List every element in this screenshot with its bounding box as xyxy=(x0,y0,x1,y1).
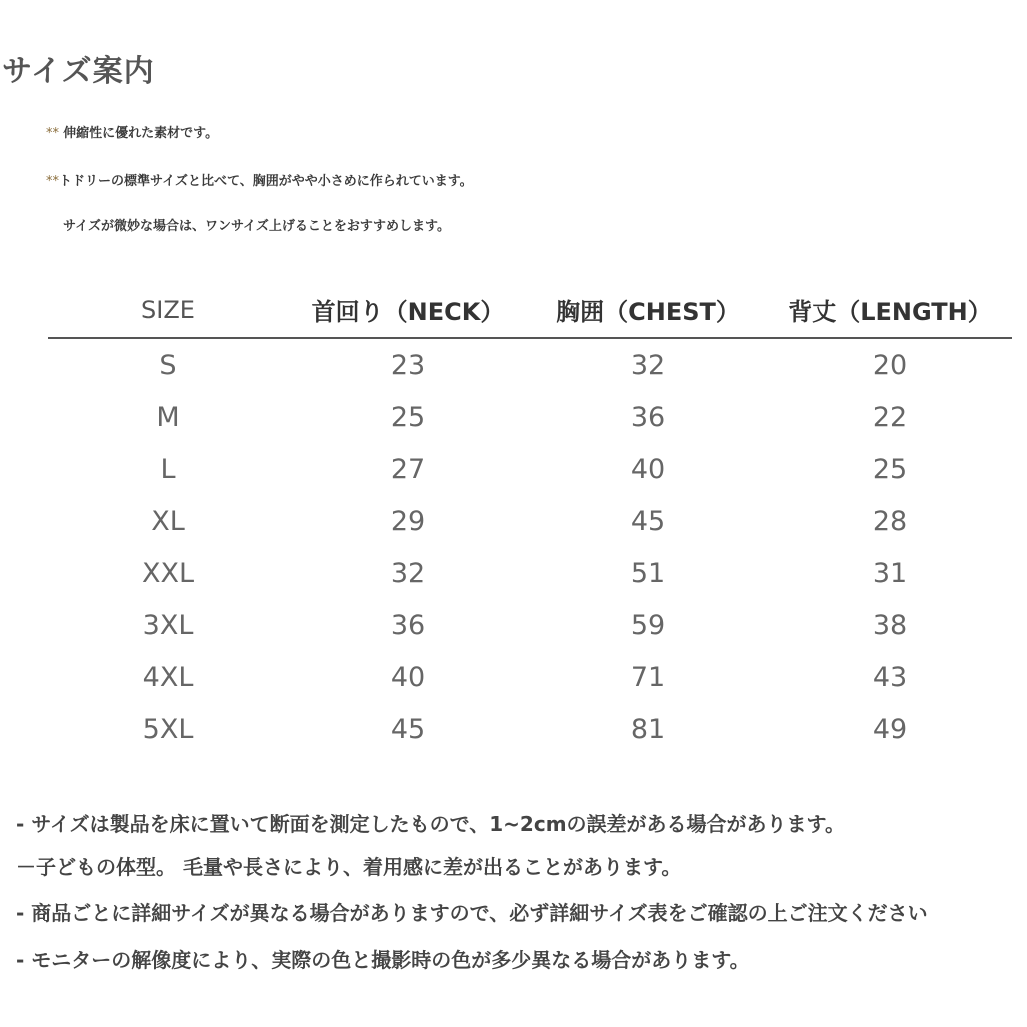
header-length: 背丈（LENGTH） xyxy=(788,298,992,326)
cell-size: S xyxy=(159,349,177,381)
cell-chest: 59 xyxy=(630,609,666,641)
cell-size: 3XL xyxy=(142,609,194,641)
table-row xyxy=(48,599,1012,651)
cell-chest: 81 xyxy=(630,713,666,745)
note-asterisk: ** xyxy=(46,126,64,141)
table-row xyxy=(48,703,1012,755)
cell-size: 4XL xyxy=(142,661,194,693)
note-stretch xyxy=(46,122,218,141)
cell-neck: 23 xyxy=(390,349,426,381)
table-row xyxy=(48,443,1012,495)
table-row xyxy=(48,391,1012,443)
cell-neck: 32 xyxy=(390,557,426,589)
cell-length: 22 xyxy=(872,401,908,433)
cell-neck: 40 xyxy=(390,661,426,693)
cell-size: 5XL xyxy=(142,713,194,745)
cell-chest: 36 xyxy=(630,401,666,433)
cell-length: 25 xyxy=(872,453,908,485)
table-header-row xyxy=(48,282,1012,339)
cell-length: 20 xyxy=(872,349,908,381)
cell-size: L xyxy=(160,453,176,485)
header-neck: 首回り（NECK） xyxy=(311,298,505,326)
cell-chest: 45 xyxy=(630,505,666,537)
size-table xyxy=(48,282,1012,755)
cell-neck: 29 xyxy=(390,505,426,537)
cell-neck: 27 xyxy=(390,453,426,485)
header-chest: 胸囲（CHEST） xyxy=(556,298,740,326)
cell-length: 38 xyxy=(872,609,908,641)
cell-chest: 71 xyxy=(630,661,666,693)
cell-neck: 36 xyxy=(390,609,426,641)
cell-size: XXL xyxy=(141,557,195,589)
note-chest-fit xyxy=(46,170,473,189)
note-asterisk: ** xyxy=(46,174,59,189)
note-size-up xyxy=(63,215,450,234)
cell-neck: 45 xyxy=(390,713,426,745)
cell-chest: 51 xyxy=(630,557,666,589)
header-size: SIZE xyxy=(141,295,195,324)
table-row xyxy=(48,547,1012,599)
footnote-size-chart: - 商品ごとに詳細サイズが異なる場合がありますので、必ず詳細サイズ表をご確認の上ご注文ください xyxy=(16,901,928,925)
note-text: 伸縮性に優れた素材です。 xyxy=(63,126,219,141)
table-row xyxy=(48,495,1012,547)
note-text: サイズが微妙な場合は、ワンサイズ上げることをおすすめします。 xyxy=(63,219,451,234)
footnote-body-type: －子どもの体型。 毛量や長さにより、着用感に差が出ることがあります。 xyxy=(16,855,682,879)
cell-size: M xyxy=(156,401,180,433)
cell-length: 28 xyxy=(872,505,908,537)
table-row xyxy=(48,339,1012,391)
cell-size: XL xyxy=(151,505,185,537)
cell-length: 49 xyxy=(872,713,908,745)
table-row xyxy=(48,651,1012,703)
cell-chest: 32 xyxy=(630,349,666,381)
cell-chest: 40 xyxy=(630,453,666,485)
cell-neck: 25 xyxy=(390,401,426,433)
cell-length: 43 xyxy=(872,661,908,693)
footnote-color: - モニターの解像度により、実際の色と撮影時の色が多少異なる場合があります。 xyxy=(16,948,750,972)
page-title: サイズ案内 xyxy=(2,54,155,89)
cell-length: 31 xyxy=(872,557,908,589)
footnote-measurement: - サイズは製品を床に置いて断面を測定したもので、1~2cmの誤差がある場合があります。 xyxy=(16,812,845,836)
note-text: トドリーの標準サイズと比べて、胸囲がやや小さめに作られています。 xyxy=(59,174,473,189)
